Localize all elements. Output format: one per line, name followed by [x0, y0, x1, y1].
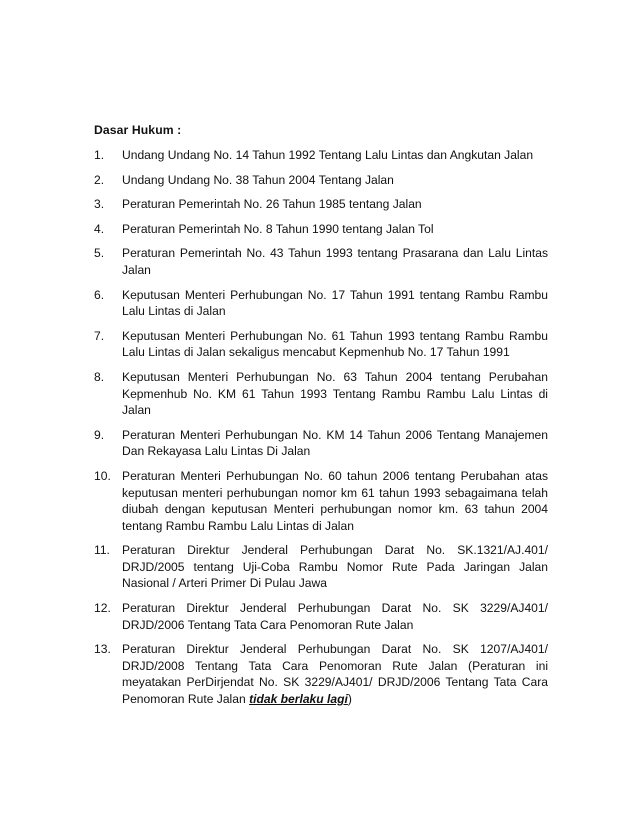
- item-number: 12.: [94, 601, 111, 616]
- item-number: 9.: [94, 427, 105, 442]
- item-text: Keputusan Menteri Perhubungan No. 61 Tahun 1993 tentang Rambu Rambu Lalu Lintas di Jalan sekaligus mencabut Kepmenhub No. 17 Tahun 1991: [122, 328, 548, 360]
- legal-basis-list: [94, 147, 548, 716]
- section-heading: Dasar Hukum :: [94, 123, 182, 137]
- item-number: 13.: [94, 642, 111, 657]
- list-item: [94, 369, 548, 419]
- list-item: [94, 328, 548, 361]
- item-text: Peraturan Direktur Jenderal Perhubungan Darat No. SK.1321/AJ.401/ DRJD/2005 tentang Uji-Coba Rambu Nomor Rute Pada Jaringan Jalan Nasional / Arteri Primer Di Pulau Jawa: [122, 543, 548, 591]
- item-text: Undang Undang No. 38 Tahun 2004 Tentang Jalan: [122, 172, 394, 187]
- item-text: Peraturan Pemerintah No. 26 Tahun 1985 tentang Jalan: [122, 197, 422, 212]
- item-number: 1.: [94, 148, 105, 162]
- list-item: [94, 427, 548, 460]
- list-item: [94, 172, 548, 189]
- item-number: 6.: [94, 287, 105, 302]
- list-item: [94, 600, 548, 633]
- item-text: Peraturan Pemerintah No. 43 Tahun 1993 tentang Prasarana dan Lalu Lintas Jalan: [122, 246, 548, 277]
- list-item: [94, 542, 548, 592]
- list-item: [94, 468, 548, 534]
- item-text: Peraturan Pemerintah No. 8 Tahun 1990 tentang Jalan Tol: [122, 221, 434, 236]
- list-item: [94, 147, 548, 164]
- item-number: 2.: [94, 172, 105, 187]
- list-item: [94, 287, 548, 320]
- item-number: 3.: [94, 197, 105, 212]
- item-text-main: Peraturan Direktur Jenderal Perhubungan Darat No. SK 1207/AJ401/ DRJD/2008 Tentang Tata Cara Penomoran Rute Jalan (Peraturan ini meyatakan PerDirjendat No. SK 3229/AJ401/ DRJD/2006 Tentang Tata Cara Penomoran Rute Jalan: [122, 642, 548, 707]
- item-text: Peraturan Menteri Perhubungan No. KM 14 Tahun 2006 Tentang Manajemen Dan Rekayasa Lalu Lintas Di Jalan: [122, 427, 548, 459]
- list-item: [94, 196, 548, 213]
- list-item: [94, 245, 548, 278]
- item-number: 11.: [94, 543, 110, 558]
- item-number: 7.: [94, 328, 105, 343]
- list-item: [94, 641, 548, 707]
- item-number: 5.: [94, 246, 105, 261]
- item-text: Peraturan Direktur Jenderal Perhubungan Darat No. SK 3229/AJ401/ DRJD/2006 Tentang Tata Cara Penomoran Rute Jalan: [122, 601, 548, 632]
- item-text: Keputusan Menteri Perhubungan No. 63 Tahun 2004 tentang Perubahan Kepmenhub No. KM 61 Tahun 1993 Tentang Rambu Rambu Lalu Lintas di Jalan: [122, 369, 548, 418]
- item-text: [122, 641, 548, 707]
- item-number: 4.: [94, 221, 105, 236]
- item-number: 8.: [94, 369, 105, 384]
- item-number: 10.: [94, 468, 111, 483]
- emphasis-text: tidak berlaku lagi: [249, 692, 348, 707]
- item-text: Peraturan Menteri Perhubungan No. 60 tahun 2006 tentang Perubahan atas keputusan menteri perhubungan nomor km 61 tahun 1993 sebagaimana telah diubah dengan keputusan Menteri perhubungan nomor km. 63 tahun 2004 tentang Rambu Rambu Lalu Lintas di Jalan: [122, 468, 548, 533]
- list-item: [94, 221, 548, 238]
- item-text: Keputusan Menteri Perhubungan No. 17 Tahun 1991 tentang Rambu Rambu Lalu Lintas di Jalan: [122, 287, 548, 319]
- item-text-close: ): [347, 692, 352, 707]
- item-text: Undang Undang No. 14 Tahun 1992 Tentang Lalu Lintas dan Angkutan Jalan: [122, 148, 534, 162]
